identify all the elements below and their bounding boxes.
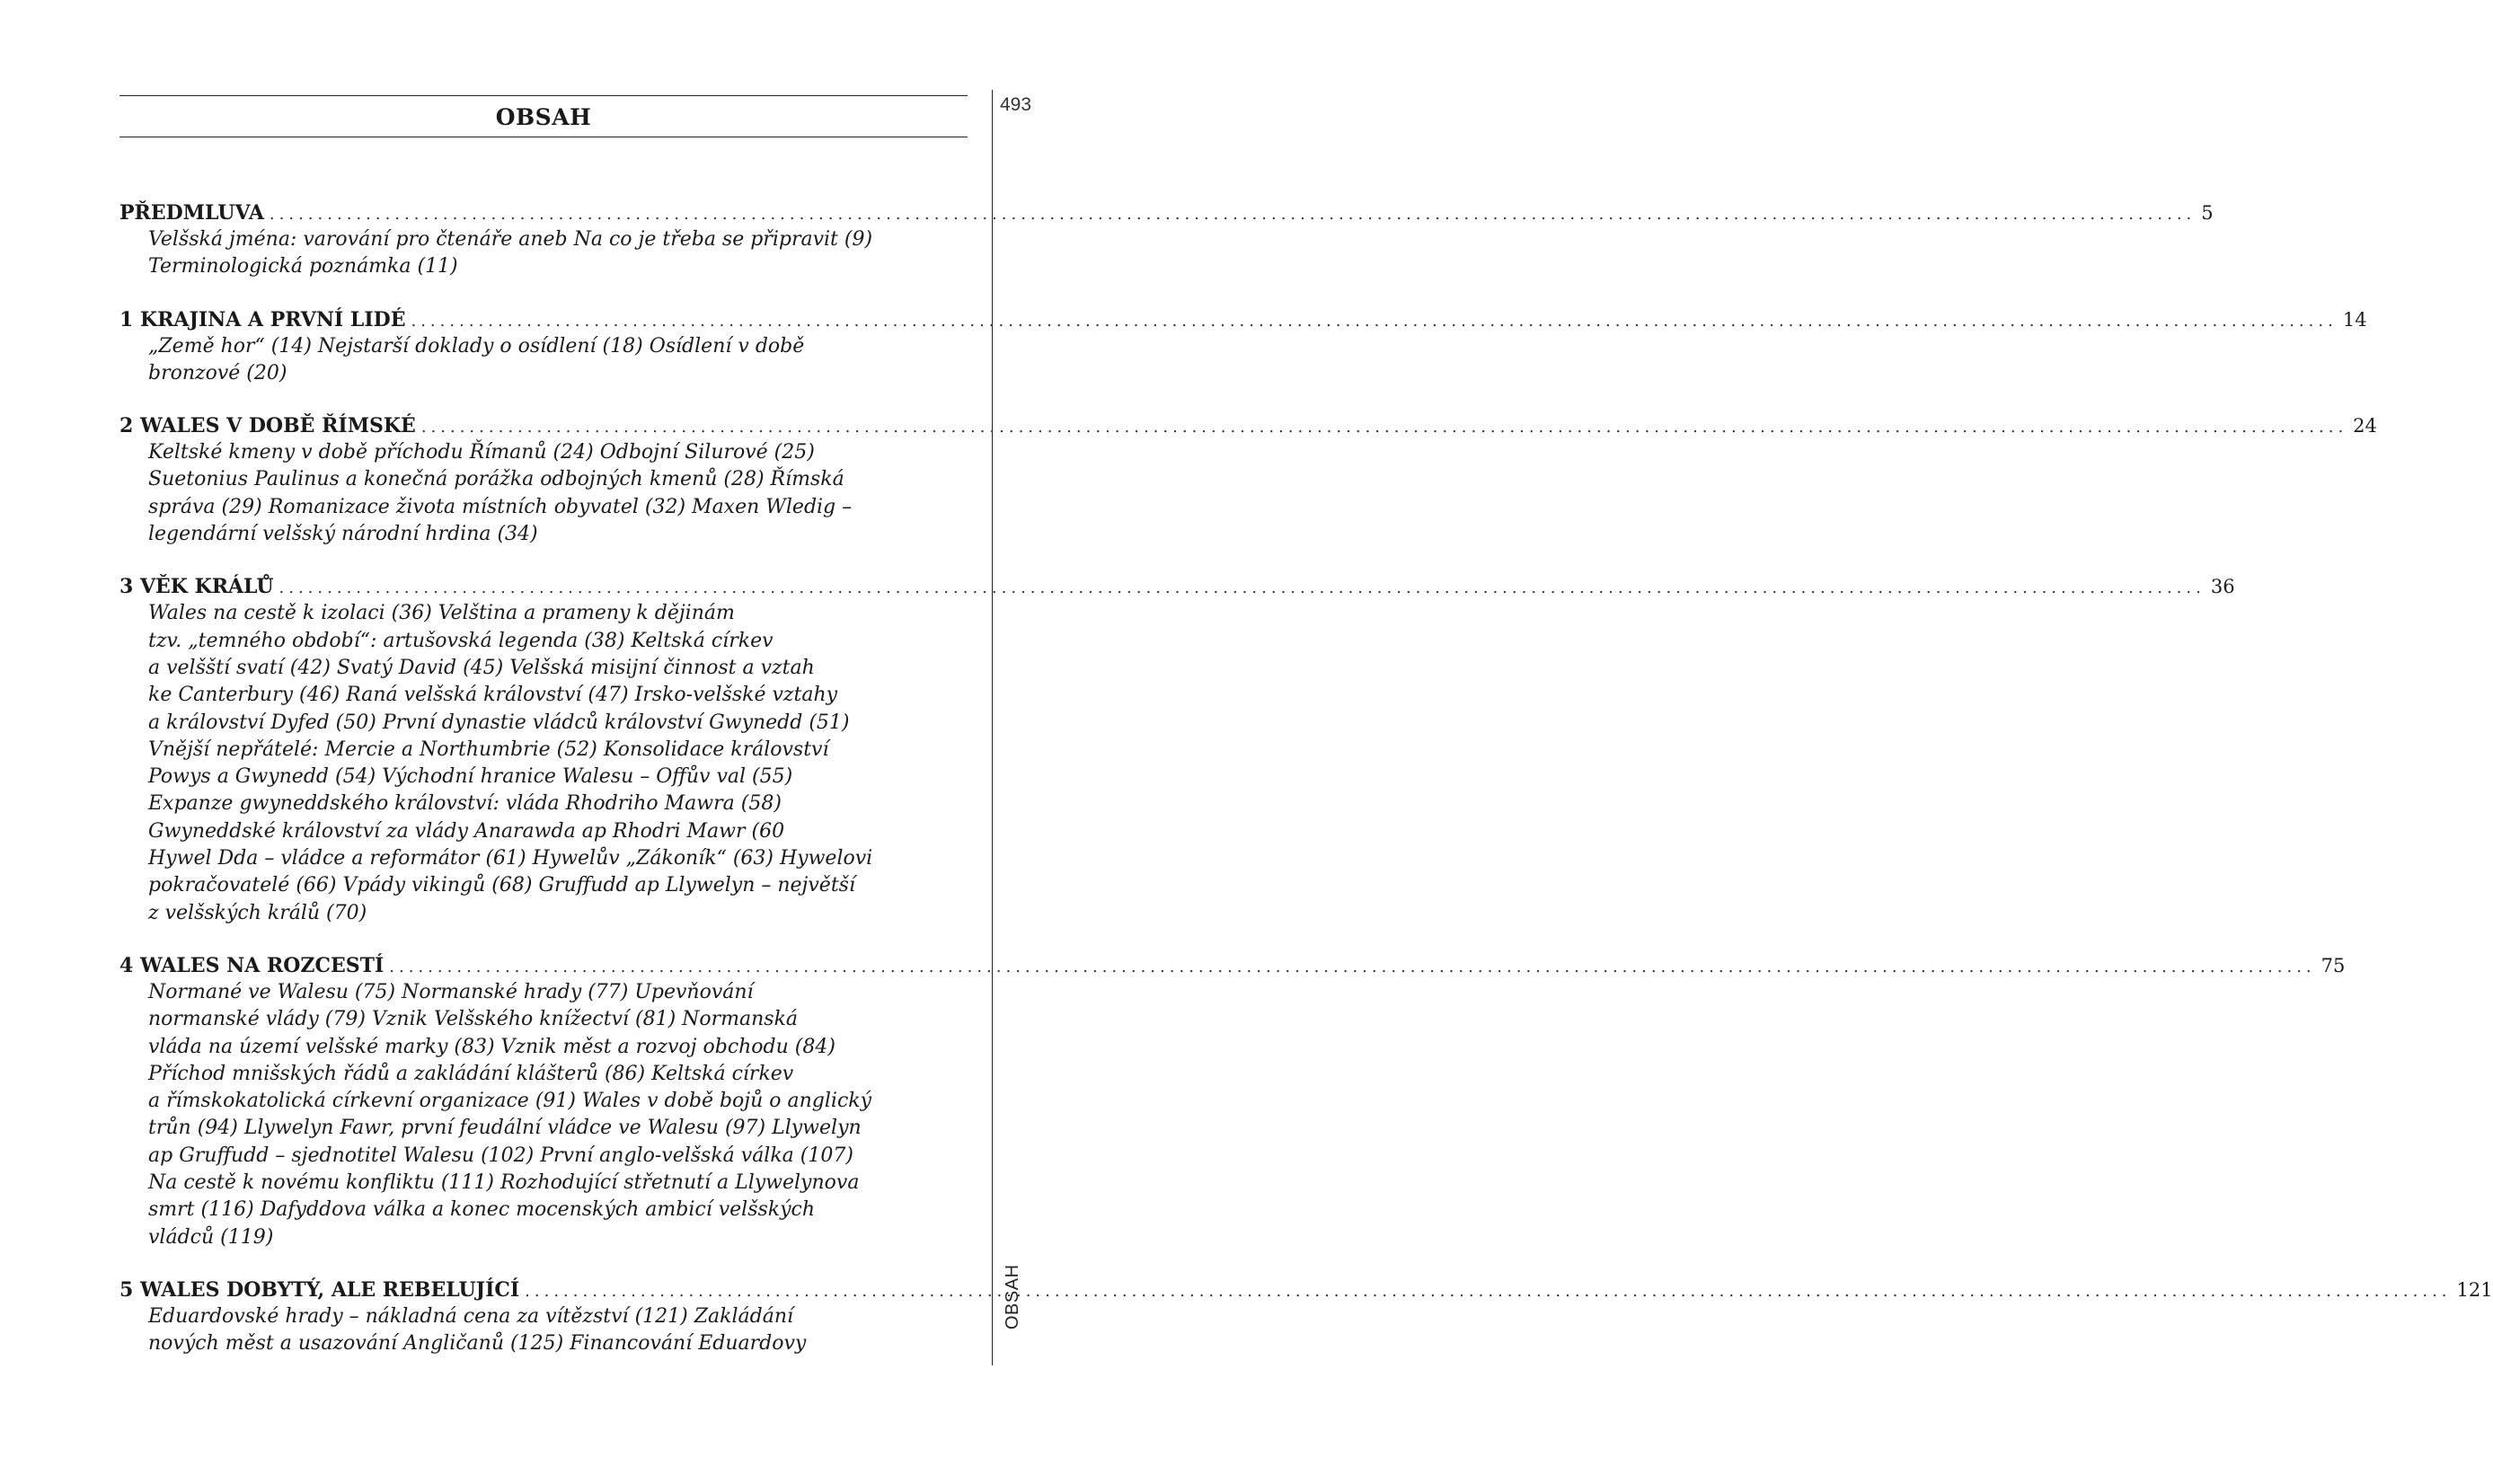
toc-subtopic-line: z velšských králů (70): [148, 901, 367, 924]
toc-subtopic-line: vládců (119): [148, 1225, 274, 1249]
toc-heading-line[interactable]: [119, 199, 2214, 226]
toc-subtopic-line: trůn (94) Llywelyn Fawr, první feudální vládce ve Walesu (97) Llywelyn: [148, 1117, 862, 1140]
toc-section-chapter-1: [119, 306, 2367, 388]
toc-subtopic-line: nových měst a usazování Angličanů (125) Financování Eduardovy: [148, 1332, 807, 1356]
dot-leader: ........................................................................................................................................................................................................: [269, 205, 2197, 224]
toc-page-number: 75: [2321, 954, 2346, 976]
toc-page-number: 36: [2210, 576, 2235, 598]
toc-subtopics: [148, 226, 968, 281]
toc-subtopic-line: a římskokatolická církevní organizace (91) Wales v době bojů o anglický: [148, 1090, 872, 1113]
toc-subtopic-line: „Země hor“ (14) Nejstarší doklady o osídlení (18) Osídlení v době: [148, 334, 805, 358]
dot-leader: ........................................................................................................................................................................................................: [525, 1281, 2452, 1301]
toc-subtopic-line: tzv. „temného období“: artušovská legenda (38) Keltská církev: [148, 629, 774, 652]
toc-subtopic-line: Terminologická poznámka (11): [148, 255, 458, 278]
toc-heading-line[interactable]: [119, 1276, 2493, 1303]
toc-page-number: 5: [2201, 202, 2214, 224]
toc-page-number: 121: [2456, 1278, 2493, 1301]
toc-heading: 2 WALES V DOBĚ ŘÍMSKÉ: [119, 414, 416, 438]
toc-subtopic-line: normanské vlády (79) Vznik Velšského knížectví (81) Normanská: [148, 1008, 799, 1031]
toc-subtopic-line: Příchod mnišských řádů a zakládání klášterů (86) Keltská církev: [148, 1062, 794, 1085]
toc-heading: PŘEDMLUVA: [119, 201, 264, 225]
page-number: 493: [1000, 94, 1032, 115]
toc-subtopic-line: pokračovatelé (66) Vpády vikingů (68) Gruffudd ap Llywelyn – největší: [148, 874, 855, 897]
toc-subtopics: [148, 439, 968, 548]
toc-subtopic-line: a velšští svatí (42) Svatý David (45) Velšská misijní činnost a vztah: [148, 656, 815, 679]
dot-leader: ........................................................................................................................................................................................................: [278, 579, 2206, 598]
toc-subtopic-line: Normané ve Walesu (75) Normanské hrady (77) Upevňování: [148, 980, 754, 1003]
toc-heading-line[interactable]: [119, 412, 2377, 439]
dot-leader: ........................................................................................................................................................................................................: [420, 418, 2348, 437]
toc-subtopics: [148, 333, 968, 388]
margin-divider: [992, 90, 993, 1365]
toc-subtopic-line: Expanze gwyneddského království: vláda Rhodriho Mawra (58): [148, 792, 782, 816]
side-running-label: OBSAH: [1003, 1264, 1022, 1329]
toc-section-predmluva: [119, 199, 2214, 281]
toc-subtopic-line: ap Gruffudd – sjednotitel Walesu (102) První anglo-velšská válka (107): [148, 1144, 853, 1167]
dot-leader: ........................................................................................................................................................................................................: [411, 311, 2338, 331]
toc-heading-line[interactable]: [119, 573, 2235, 600]
toc-section-chapter-3: [119, 573, 2235, 927]
toc-section-chapter-4: [119, 952, 2346, 1251]
toc-heading: 3 VĚK KRÁLŮ: [119, 575, 274, 599]
toc-heading: 4 WALES NA ROZCESTÍ: [119, 953, 385, 977]
toc-heading-line[interactable]: [119, 306, 2367, 333]
toc-subtopic-line: Na cestě k novému konfliktu (111) Rozhodující střetnutí a Llywelynova: [148, 1171, 860, 1195]
toc-subtopic-line: Gwyneddské království za vlády Anarawda ap Rhodri Mawr (60: [148, 819, 785, 843]
toc-section-chapter-2: [119, 412, 2377, 548]
toc-subtopic-line: Suetonius Paulinus a konečná porážka odbojných kmenů (28) Římská: [148, 468, 844, 491]
toc-subtopic-line: správa (29) Romanizace života místních obyvatel (32) Maxen Wledig –: [148, 495, 853, 518]
title-rule-top: [119, 95, 968, 96]
toc-subtopic-line: Hywel Dda – vládce a reformátor (61) Hywelův „Zákoník“ (63) Hywelovi: [148, 847, 873, 870]
dot-leader: ........................................................................................................................................................................................................: [389, 957, 2316, 976]
toc-heading: 5 WALES DOBYTÝ, ALE REBELUJÍCÍ: [119, 1277, 520, 1302]
toc-subtopics: [148, 600, 968, 927]
toc-subtopic-line: Eduardovské hrady – nákladná cena za vítězství (121) Zakládání: [148, 1304, 794, 1328]
toc-page-number: 24: [2353, 415, 2377, 437]
toc-subtopic-line: vláda na území velšské marky (83) Vznik měst a rozvoj obchodu (84): [148, 1035, 835, 1058]
toc-subtopic-line: Keltské kmeny v době příchodu Římanů (24) Odbojní Silurové (25): [148, 441, 815, 464]
toc-subtopic-line: Powys a Gwynedd (54) Východní hranice Walesu – Offův val (55): [148, 765, 793, 789]
toc-page-number: 14: [2342, 308, 2367, 331]
toc-heading: 1 KRAJINA A PRVNÍ LIDÉ: [119, 307, 406, 331]
toc-subtopics: [148, 1303, 968, 1358]
toc-subtopic-line: ke Canterbury (46) Raná velšská království (47) Irsko-velšské vztahy: [148, 684, 838, 707]
toc-subtopic-line: Wales na cestě k izolaci (36) Velština a prameny k dějinám: [148, 602, 735, 625]
toc-subtopic-line: Vnější nepřátelé: Mercie a Northumbrie (52) Konsolidace království: [148, 738, 829, 761]
toc-subtopic-line: a království Dyfed (50) První dynastie vládců království Gwynedd (51): [148, 711, 850, 734]
toc-subtopic-line: legendární velšský národní hrdina (34): [148, 523, 538, 546]
toc-subtopics: [148, 979, 968, 1251]
toc-subtopic-line: smrt (116) Dafyddova válka a konec mocenských ambicí velšských: [148, 1198, 816, 1222]
toc-subtopic-line: bronzové (20): [148, 361, 287, 384]
toc-subtopic-line: Velšská jména: varování pro čtenáře aneb Na co je třeba se připravit (9): [148, 228, 873, 251]
toc-heading-line[interactable]: [119, 952, 2346, 979]
page-title: OBSAH: [495, 104, 592, 130]
